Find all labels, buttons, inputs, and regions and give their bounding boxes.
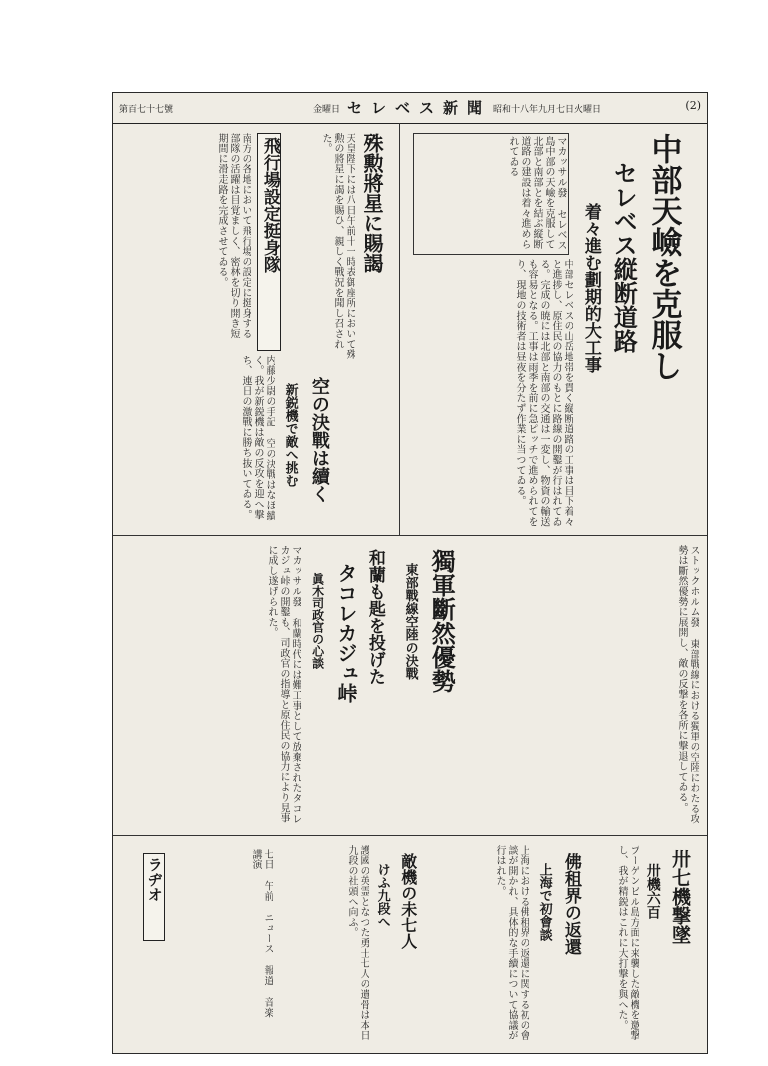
newspaper-page [112,92,708,1054]
article-body: マカッサル發 和蘭時代には難工事として放棄されたタコレカジュ峠の開鑿も、司政官の指導と原住民の協力により見事に成し遂げられた。 [266,545,301,825]
article-headline: 中部天嶮を克服し [645,133,682,381]
article-body: 七日 午前 ニュース 報道 音楽 講演 [250,849,273,1018]
paper-name: セレベス新聞 [347,99,492,117]
article-headline: 卅七機撃墜 [668,849,691,944]
article-body: ストックホルム發 東部戰線における獨軍の空陸にわたる攻勢は斷然優勢に展開し、敵の反撃を各所に撃退してゐる。 [676,545,699,825]
article-headline: 佛租界の返還 [560,853,581,955]
masthead-bar [113,93,707,124]
column-divider [399,123,400,535]
article-body: ブーゲンビル島方面に来襲した敵機を邀撃し、我が精鋭はこれに大打撃を與へた。 [616,845,639,1041]
article-body: 天皇陛下には八日午前十一時表御座所において殊勲の將星に謁を賜ひ、親しく戰況を聞し召された。 [320,133,355,360]
article-subhead: けふ九段へ [374,863,390,928]
article-body: 中部セレベスの山岳地帯を貫く縦断道路の工事は目下着々と進捗し、原住民の協力のもとに路線の開鑿が行はれてゐる。完成の暁には北部と南部の交通は一変し、物資の輸送も容易となる。工事は雨季を前に急ピッチで進められてをり、現地の技術者は昼夜を分たず作業に当つてゐる。 [514,259,573,527]
article-headline: 飛行場設定挺身隊 [257,133,281,351]
article-headline: 獨軍斷然優勢 [427,549,457,693]
issue-number: 第百七十七號 [119,105,174,115]
section-divider [113,535,707,536]
article-headline: 敵機の未七人 [398,853,418,949]
issue-date: 昭和十八年九月七日火曜日 [493,105,602,115]
article-headline: 殊勲將星に賜謁 [360,133,384,273]
article-subhead: 上海で初會談 [536,863,552,941]
article-body: 護國の英霊となつた勇士七人の遺骨は本日九段の社頭へ向ふ。 [346,845,369,1041]
article-headline-secondary: タコレカジュ峠 [334,563,358,703]
article-subhead: 東部戰線空陸の決戰 [402,563,418,680]
page-number: (2) [685,99,701,112]
section-divider [113,835,707,836]
article-subhead: 眞木司政官の心談 [310,573,325,669]
article-body: 上海における佛租界の返還に関する初の會談が開かれ、具体的な手續について協議が行はれた。 [494,845,529,1041]
article-headline-secondary: セレベス縦断道路 [609,161,639,353]
article-headline: 和蘭も匙を投げた [364,549,385,685]
article-body: 内藤少尉の手記 空の決戰はなほ續く。我が新鋭機は敵の反攻を迎へ撃ち、連日の激戰に勝ち抜いてゐる。 [240,355,275,521]
article-lead: マカッサル發 セレベス島中部の天嶮を克服して北部と南部とを結ぶ縦断道路の建設は着々進められてゐる [413,133,569,255]
article-subhead: 卅機六百 [644,863,661,919]
article-headline: ラヂオ [143,853,165,941]
article-body: 南方の各地において飛行場の設定に挺身する部隊の活躍は目覚ましく、密林を切り開き短期間に滑走路を完成させてゐる。 [216,133,251,339]
article-headline: 空の決戰は續く [308,377,330,503]
weekday: 金曜日 [313,105,341,115]
article-subhead: 着々進む劃期的大工事 [580,203,601,373]
article-subhead: 新鋭機で敵へ挑む [282,383,298,487]
